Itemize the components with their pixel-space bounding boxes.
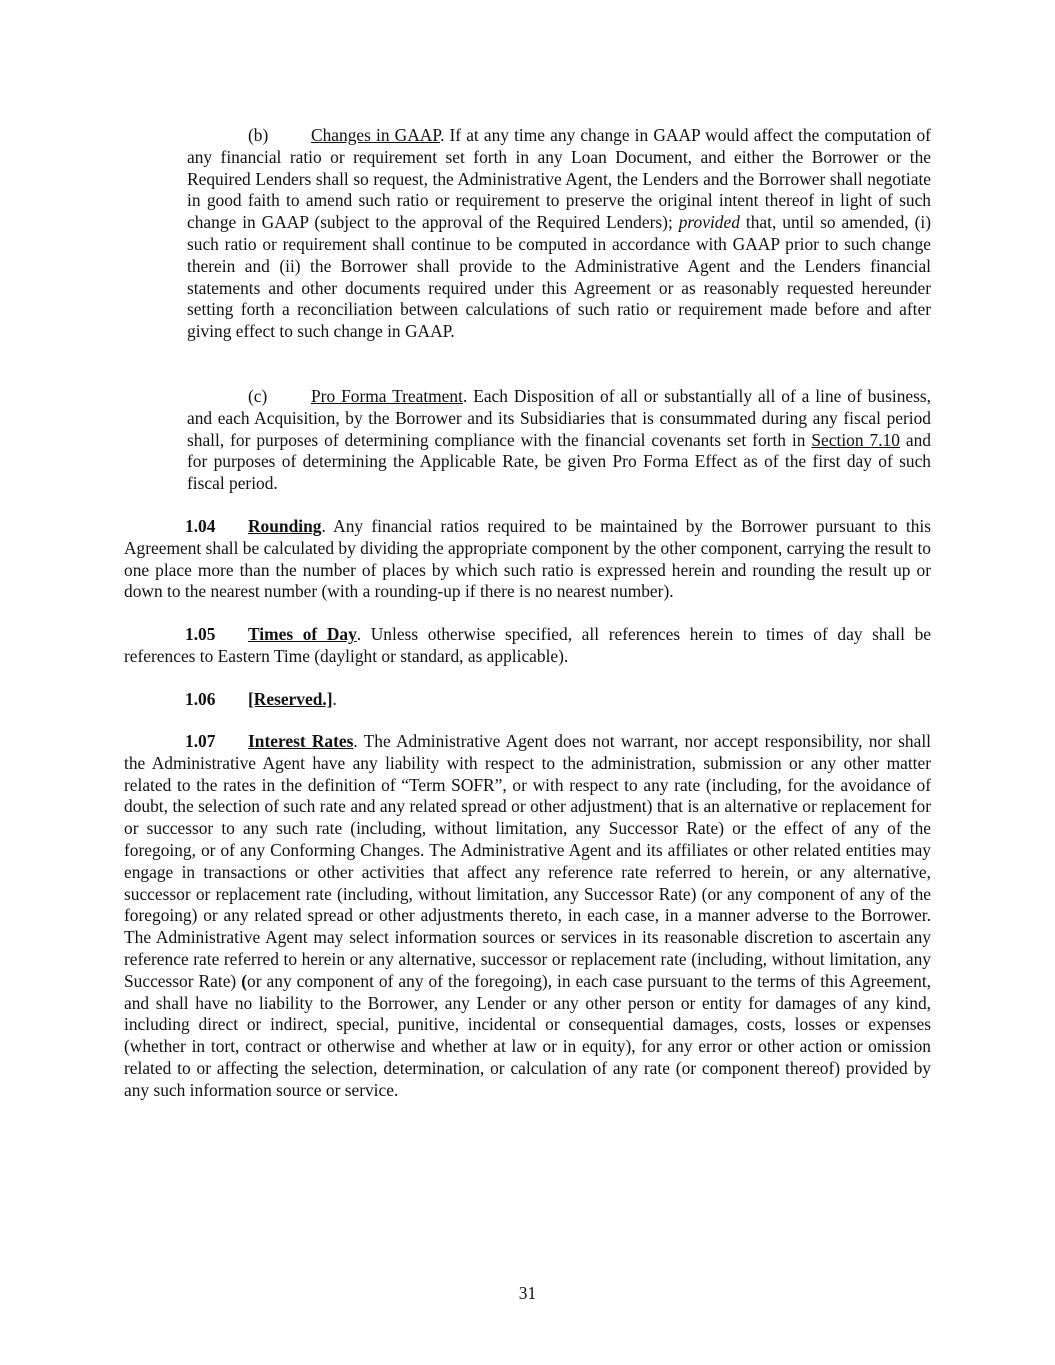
- section-heading: Rounding: [248, 516, 322, 536]
- paragraph-text: that, until so amended, (i) such ratio or requirement shall continue to be computed in accordance with GAAP prior to such change therein and (ii) the Borrower shall provide to the Administrative Agent and the Lenders financial statements and other documents required under this Agreement or as reasonably requested hereunder setting forth a reconciliation between calculations of such ratio or requirement made before and after giving effect to such change in GAAP.: [187, 212, 931, 342]
- subsection-heading: Changes in GAAP: [311, 125, 441, 145]
- subsection-heading: Pro Forma Treatment: [311, 386, 463, 406]
- section-1-06-reserved: [124, 689, 931, 711]
- section-heading: Times of Day: [248, 624, 357, 644]
- section-1-05-times-of-day: [124, 624, 931, 668]
- paragraph-b-changes-in-gaap: [187, 125, 931, 343]
- subsection-number: (c): [248, 386, 268, 406]
- bold-parenthesis: (: [241, 970, 248, 991]
- section-text: or any component of any of the foregoing), in each case pursuant to the terms of this Agreement, and shall have no liability to the Borrower, any Lender or any other person or entity for damages of any kind, including direct or indirect, special, punitive, incidental or consequential damages, costs, losses or expenses (whether in tort, contract or otherwise and whether at law or in equity), for any error or other action or omission related to or affecting the selection, determination, or calculation of any rate (or component thereof) provided by any such information source or service.: [124, 970, 931, 1100]
- section-1-04-rounding: [124, 516, 931, 603]
- section-text: . The Administrative Agent does not warrant, nor accept responsibility, nor shall the Administrative Agent have any liability with respect to the administration, submission or any other matter related to the rates in the definition of “Term SOFR”, or with respect to any rate (including, for the avoidance of doubt, the selection of such rate and any related spread or other adjustment) that is an alternative or replacement for or successor to any such rate (including, without limitation, any Successor Rate) or the effect of any of the foregoing, or of any Conforming Changes. The Administrative Agent and its affiliates or other related entities may engage in transactions or other activities that affect any reference rate referred to herein, or any alternative, successor or replacement rate (including, without limitation, any Successor Rate) (or any component of any of the foregoing) or any related spread or other adjustments thereto, in each case, in a manner adverse to the Borrower. The Administrative Agent may select information sources or services in its reasonable discretion to ascertain any reference rate referred to herein or any alternative, successor or replacement rate (including, without limitation, any Successor Rate): [124, 731, 931, 991]
- section-reference-link[interactable]: Section 7.10: [811, 429, 900, 450]
- section-number: 1.06: [185, 689, 216, 709]
- section-heading: Interest Rates: [248, 731, 354, 751]
- paragraph-c-pro-forma-treatment: [187, 386, 931, 495]
- section-number: 1.07: [185, 731, 216, 751]
- section-1-07-interest-rates: [124, 731, 931, 1102]
- section-number: 1.05: [185, 624, 216, 644]
- section-text: . Unless otherwise specified, all references herein to times of day shall be references to Eastern Time (daylight or standard, as applicable).: [124, 624, 931, 666]
- section-text: .: [332, 689, 337, 709]
- section-heading: [Reserved.]: [248, 689, 333, 709]
- section-number: 1.04: [185, 516, 216, 536]
- subsection-number: (b): [248, 125, 269, 145]
- page-number: 31: [518, 1283, 537, 1303]
- section-text: . Any financial ratios required to be maintained by the Borrower pursuant to this Agreement shall be calculated by dividing the appropriate component by the other component, carrying the result to one place more than the number of places by which such ratio is expressed herein and rounding the result up or down to the nearest number (with a rounding-up if there is no nearest number).: [124, 516, 931, 602]
- italic-term: provided: [678, 212, 740, 233]
- paragraph-text: and for purposes of determining the Applicable Rate, be given Pro Forma Effect as of the first day of such fiscal period.: [187, 429, 931, 494]
- paragraph-text: . If at any time any change in GAAP would affect the computation of any financial ratio or requirement set forth in any Loan Document, and either the Borrower or the Required Lenders shall so request, the Administrative Agent, the Lenders and the Borrower shall negotiate in good faith to amend such ratio or requirement to preserve the original intent thereof in light of such change in GAAP (subject to the approval of the Required Lenders);: [187, 125, 931, 233]
- paragraph-text: . Each Disposition of all or substantially all of a line of business, and each Acquisition, by the Borrower and its Subsidiaries that is consummated during any fiscal period shall, for purposes of determining compliance with the financial covenants set forth in: [187, 386, 931, 450]
